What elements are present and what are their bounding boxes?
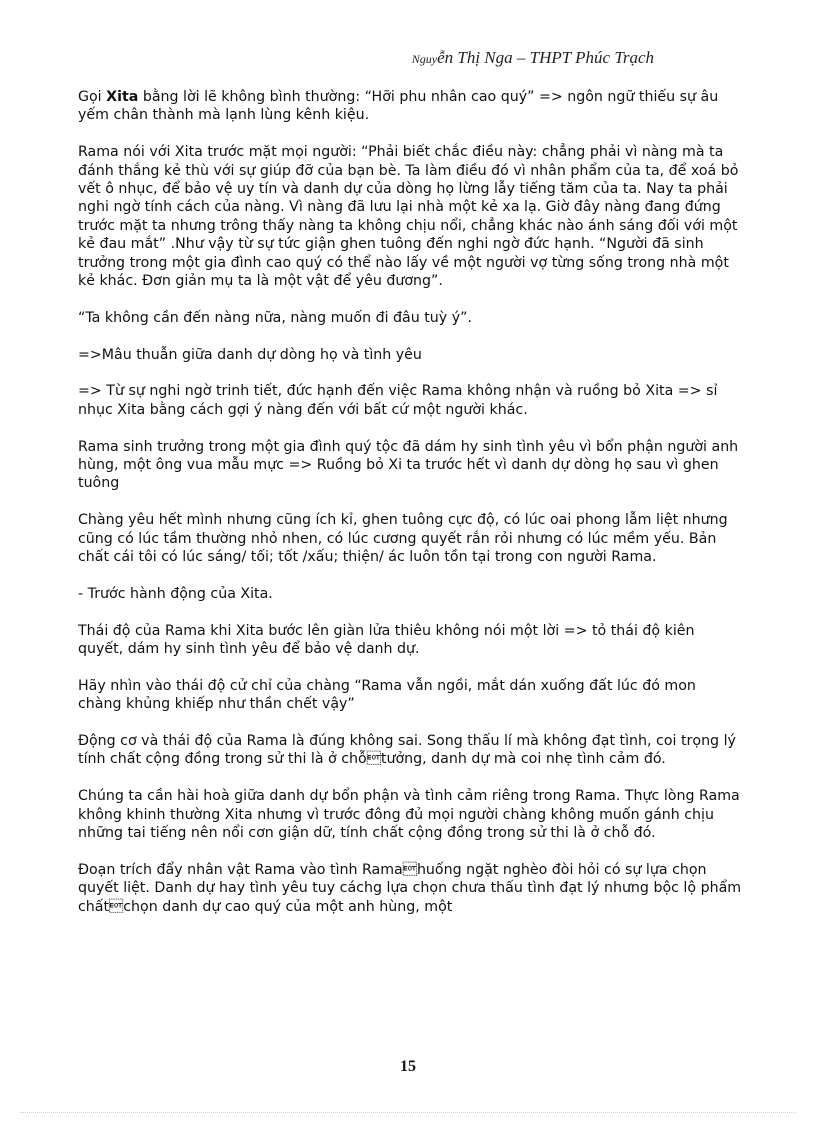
page-number: 15	[400, 1058, 416, 1075]
header-author-prefix: Nguy	[411, 52, 438, 66]
paragraph-9: Thái độ của Rama khi Xita bước lên giàn lửa thiêu không nói một lời => tỏ thái độ kiên quyết, dám hy sinh tình yêu để bảo vệ danh dự.	[78, 622, 695, 658]
paragraph-4: =>Mâu thuẫn giữa danh dự dòng họ và tình yêu	[78, 346, 422, 363]
paragraph-10: Hãy nhìn vào thái độ cử chỉ của chàng “Rama vẫn ngồi, mắt dán xuống đất lúc đó mon chàng khủng khiếp như thần chết vậy”	[78, 677, 696, 713]
paragraph-1-bold: Xita	[106, 89, 139, 105]
paragraph-13: Đoạn trích đẩy nhân vật Rama vào tình Ramahuống ngặt nghèo đòi hỏi có sự lựa chọn quyết liệt. Danh dự hay tình yêu tuy cáchg lựa chọn chưa thấu tình đạt lý nhưng bộc lộ phẩm chấtchọn danh dự cao quý của một anh hùng, một	[78, 861, 742, 915]
paragraph-12: Chúng ta cần hài hoà giữa danh dự bổn phận và tình cảm riêng trong Rama. Thực lòng Rama không khinh thường Xita nhưng vì trước đông đủ mọi người chàng không muốn gánh chịu những tai tiếng nên nổi cơn giận dữ, tính chất cộng đồng trong sử thi là ở chỗ đó.	[78, 788, 740, 842]
bottom-divider	[20, 1112, 796, 1113]
paragraph-8: - Trước hành động của Xita.	[78, 585, 273, 602]
page-header	[412, 48, 654, 68]
paragraph-1	[78, 88, 742, 125]
paragraph-5: => Từ sự nghi ngờ trinh tiết, đức hạnh đến việc Rama không nhận và ruồng bỏ Xita => sỉ nhục Xita bằng cách gợi ý nàng đến với bất cứ một người khác.	[78, 383, 718, 418]
paragraph-2: Rama nói với Xita trước mặt mọi người: “Phải biết chắc điều này: chẳng phải vì nàng mà ta đánh thắng kẻ thù với sự giúp đỡ của bạn bè. Ta làm điều đó vì nhân phẩm của ta, để xoá bỏ vết ô nhục, để bảo vệ uy tín và danh dự của dòng họ lừng lẫy tiếng tăm của ta. Nay ta phải nghi ngờ tính cách của nàng. Vì nàng đã lưu lại nhà một kẻ xa lạ. Giờ đây nàng đang đứng trước mặt ta nhưng trông thấy nàng ta không chịu nổi, chẳng khác nào ánh sáng đối với một kẻ đau mắt” .Như vậy từ sự tức giận ghen tuông đến nghi ngờ đức hạnh. “Người đã sinh trưởng trong một gia đình cao quý có thể nào lấy về một người vợ từng sống trong nhà một kẻ khác. Đơn giản mụ ta là một vật để yêu đương”.	[78, 144, 739, 290]
paragraph-11: Động cơ và thái độ của Rama là đúng không sai. Song thấu lí mà không đạt tình, coi trọng lý tính chất cộng đồng trong sử thi là ở chỗtưởng, danh dự mà coi nhẹ tình cảm đó.	[78, 733, 736, 768]
document-body	[78, 88, 742, 934]
paragraph-6: Rama sinh trưởng trong một gia đình quý tộc đã dám hy sinh tình yêu vì bổn phận người anh hùng, một ông vua mẫu mực => Ruồng bỏ Xi ta trước hết vì danh dự dòng họ sau vì ghen tuông	[78, 438, 739, 492]
paragraph-3: “Ta không cần đến nàng nữa, nàng muốn đi đâu tuỳ ý”.	[78, 309, 472, 326]
paragraph-1-post: bằng lời lẽ không bình thường: “Hỡi phu nhân cao quý” => ngôn ngữ thiếu sự âu yếm chân thành mà lạnh lùng kênh kiệu.	[78, 89, 719, 124]
paragraph-7: Chàng yêu hết mình nhưng cũng ích kỉ, ghen tuông cực độ, có lúc oai phong lẫm liệt nhưng cũng có lúc tầm thường nhỏ nhen, có lúc cương quyết rắn rỏi nhưng có lúc mềm yếu. Bản chất cái tôi có lúc sáng/ tối; tốt /xấu; thiện/ ác luôn tồn tại trong con người Rama.	[78, 512, 728, 566]
paragraph-1-pre: Gọi	[78, 89, 107, 105]
header-author-rest: ễn Thị Nga – THPT Phúc Trạch	[437, 48, 654, 67]
